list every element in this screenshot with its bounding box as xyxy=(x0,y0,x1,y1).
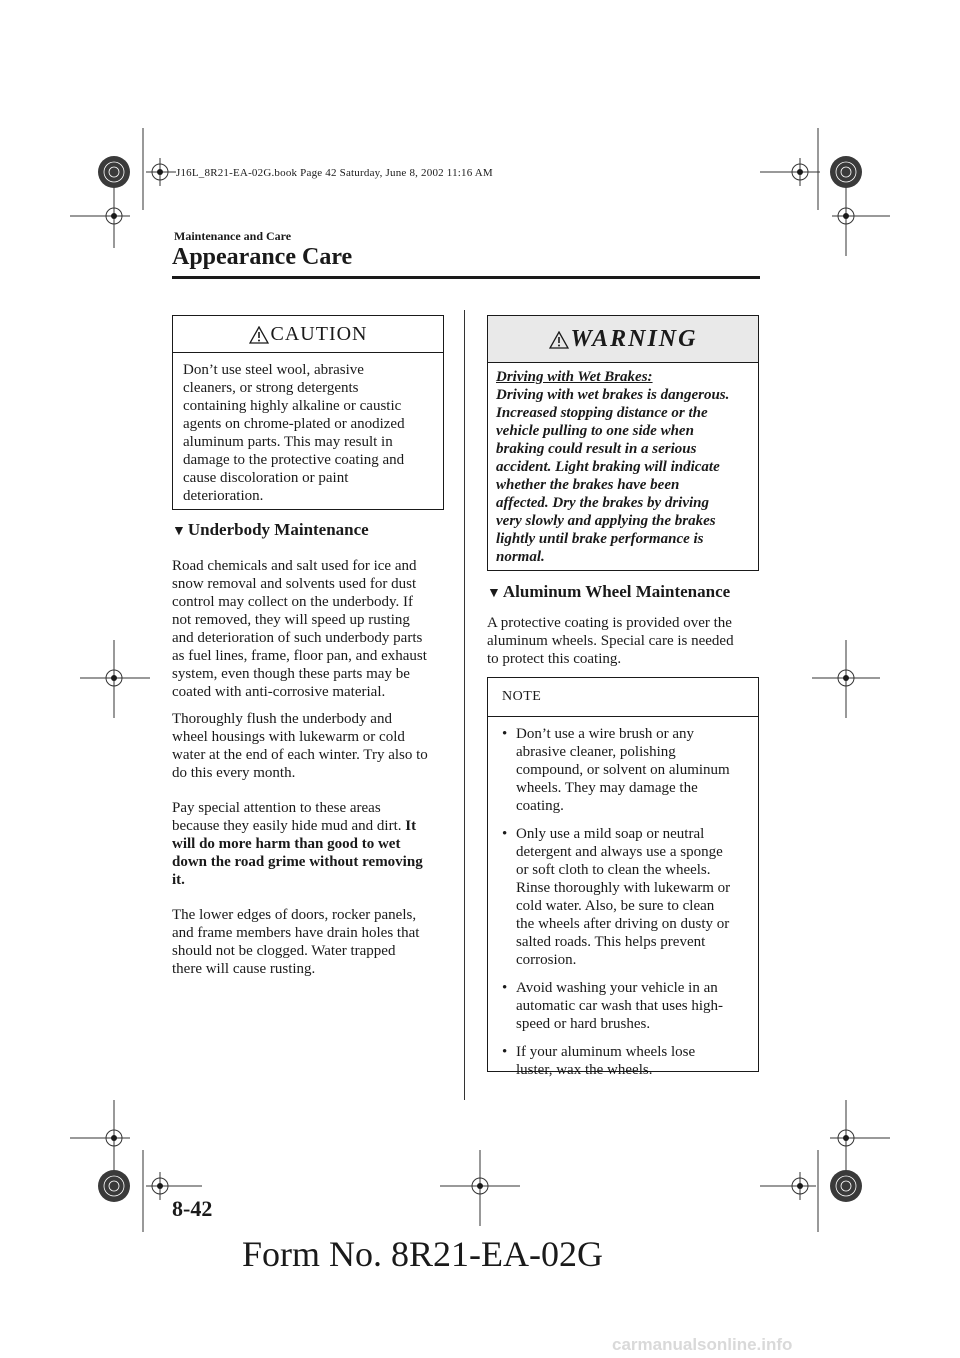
page-number: 8-42 xyxy=(172,1196,213,1221)
page-title: Appearance Care xyxy=(172,244,353,270)
list-item xyxy=(502,825,748,969)
text-line: or soft cloth to clean the wheels. xyxy=(516,862,711,878)
note-header: NOTE xyxy=(488,678,758,717)
text-line: aluminum wheels. Special care is needed xyxy=(487,633,734,649)
caution-line: damage to the protective coating and xyxy=(183,452,405,468)
text-line: compound, or solvent on aluminum xyxy=(516,762,730,778)
text-line: A protective coating is provided over the xyxy=(487,615,732,631)
text-line: the wheels after driving on dusty or xyxy=(516,916,730,932)
aluminum-heading-text: Aluminum Wheel Maintenance xyxy=(502,582,731,601)
text-line: Thoroughly flush the underbody and xyxy=(172,711,392,727)
section-label: Maintenance and Care xyxy=(174,229,292,243)
emphasis-line xyxy=(172,853,457,871)
text-line: corrosion. xyxy=(516,952,577,968)
text-run: because they easily hide mud and dirt. xyxy=(172,818,406,834)
text-line: salted roads. This helps prevent xyxy=(516,934,706,950)
bullet-icon: • xyxy=(502,1044,508,1060)
warning-line: normal. xyxy=(496,549,545,565)
text-line: coated with anti-corrosive material. xyxy=(172,684,386,700)
triangle-bullet-icon: ▼ xyxy=(487,586,501,601)
warning-line: vehicle pulling to one side when xyxy=(496,423,694,439)
warning-line: accident. Light braking will indicate xyxy=(496,459,720,475)
watermark: carmanualsonline.info xyxy=(612,1335,793,1354)
note-list xyxy=(488,717,758,1097)
column-divider xyxy=(464,310,465,1100)
warning-line: very slowly and applying the brakes xyxy=(496,513,716,529)
text-line: luster, wax the wheels. xyxy=(516,1062,653,1078)
caution-box xyxy=(172,315,444,510)
text-line: to protect this coating. xyxy=(487,651,622,667)
caution-line: aluminum parts. This may result in xyxy=(183,434,393,450)
text-line: Don’t use a wire brush or any xyxy=(516,726,695,742)
warning-line: Increased stopping distance or the xyxy=(496,405,708,421)
text-line: coating. xyxy=(516,798,564,814)
text-line: Pay special attention to these areas xyxy=(172,800,381,816)
aluminum-heading xyxy=(487,582,730,602)
warning-header xyxy=(488,316,758,363)
text-line: and frame members have drain holes that xyxy=(172,925,420,941)
text-line xyxy=(172,817,457,835)
warning-subtitle-text: Driving with Wet Brakes: xyxy=(496,369,653,385)
caution-label: CAUTION xyxy=(270,323,368,345)
underbody-heading-text: Underbody Maintenance xyxy=(187,520,369,539)
warning-line: Driving with wet brakes is dangerous. xyxy=(496,387,730,403)
list-item-text xyxy=(516,979,748,1033)
text-line: control may collect on the underbody. If xyxy=(172,594,414,610)
warning-line: lightly until brake performance is xyxy=(496,531,704,547)
list-item xyxy=(502,979,748,1033)
text-line: speed or hard brushes. xyxy=(516,1016,651,1032)
text-line: Avoid washing your vehicle in an xyxy=(516,980,718,996)
warning-line: braking could result in a serious xyxy=(496,441,697,457)
caution-header xyxy=(173,316,443,353)
list-item xyxy=(502,1043,748,1079)
caution-line: cleaners, or strong detergents xyxy=(183,380,359,396)
underbody-heading xyxy=(172,520,369,540)
form-number: Form No. 8R21-EA-02G xyxy=(242,1234,603,1274)
warning-label: WARNING xyxy=(570,326,698,352)
warning-line: whether the brakes have been xyxy=(496,477,680,493)
aluminum-paragraph xyxy=(487,614,772,668)
emphasis-text: will do more harm than good to wet xyxy=(172,836,401,852)
triangle-bullet-icon: ▼ xyxy=(172,524,186,539)
caution-line: Don’t use steel wool, abrasive xyxy=(183,362,364,378)
text-line: wheel housings with lukewarm or cold xyxy=(172,729,405,745)
underbody-paragraph-4 xyxy=(172,906,457,978)
underbody-paragraph-3 xyxy=(172,799,457,889)
underbody-paragraph-2 xyxy=(172,710,457,782)
text-line: water at the end of each winter. Try also to xyxy=(172,747,428,763)
text-line: Road chemicals and salt used for ice and xyxy=(172,558,417,574)
text-line: detergent and always use a sponge xyxy=(516,844,723,860)
list-item xyxy=(502,725,748,815)
note-box xyxy=(487,677,759,1078)
text-line: there will cause rusting. xyxy=(172,961,316,977)
text-line: do this every month. xyxy=(172,765,296,781)
list-item-text xyxy=(516,725,748,815)
book-info-line: J16L_8R21-EA-02G.book Page 42 Saturday, June 8, 2002 11:16 AM xyxy=(176,167,493,179)
text-line: abrasive cleaner, polishing xyxy=(516,744,676,760)
text-line: wheels. They may damage the xyxy=(516,780,698,796)
underbody-paragraph-1 xyxy=(172,557,457,701)
text-line: Only use a mild soap or neutral xyxy=(516,826,705,842)
warning-line: affected. Dry the brakes by driving xyxy=(496,495,710,511)
emphasis-text: down the road grime without removing xyxy=(172,854,423,870)
text-line: automatic car wash that uses high- xyxy=(516,998,724,1014)
text-line: not removed, they will speed up rusting xyxy=(172,612,410,628)
warning-box xyxy=(487,315,759,571)
list-item-text xyxy=(516,825,748,969)
text-line: should not be clogged. Water trapped xyxy=(172,943,396,959)
emphasis-text: It xyxy=(405,818,417,834)
list-item-text xyxy=(516,1043,748,1079)
caution-text xyxy=(173,353,443,515)
text-line: as fuel lines, frame, floor pan, and exhaust xyxy=(172,648,427,664)
warning-triangle-icon xyxy=(549,331,569,349)
text-line: Rinse thoroughly with lukewarm or xyxy=(516,880,731,896)
emphasis-line xyxy=(172,871,457,889)
caution-line: deterioration. xyxy=(183,488,264,504)
emphasis-line xyxy=(172,835,457,853)
warning-subtitle xyxy=(496,368,748,386)
emphasis-text: it. xyxy=(172,872,185,888)
bullet-icon: • xyxy=(502,980,508,996)
text-line: cold water. Also, be sure to clean xyxy=(516,898,715,914)
bullet-icon: • xyxy=(502,726,508,742)
title-rule xyxy=(172,276,760,279)
caution-line: cause discoloration or paint xyxy=(183,470,349,486)
bullet-icon: • xyxy=(502,826,508,842)
text-line: If your aluminum wheels lose xyxy=(516,1044,696,1060)
caution-line: agents on chrome-plated or anodized xyxy=(183,416,405,432)
text-line: snow removal and solvents used for dust xyxy=(172,576,417,592)
caution-line: containing highly alkaline or caustic xyxy=(183,398,402,414)
text-line: The lower edges of doors, rocker panels, xyxy=(172,907,417,923)
warning-text xyxy=(488,363,758,576)
text-line: and deterioration of such underbody parts xyxy=(172,630,423,646)
text-line: system, even though these parts may be xyxy=(172,666,410,682)
warning-triangle-icon xyxy=(249,326,269,344)
